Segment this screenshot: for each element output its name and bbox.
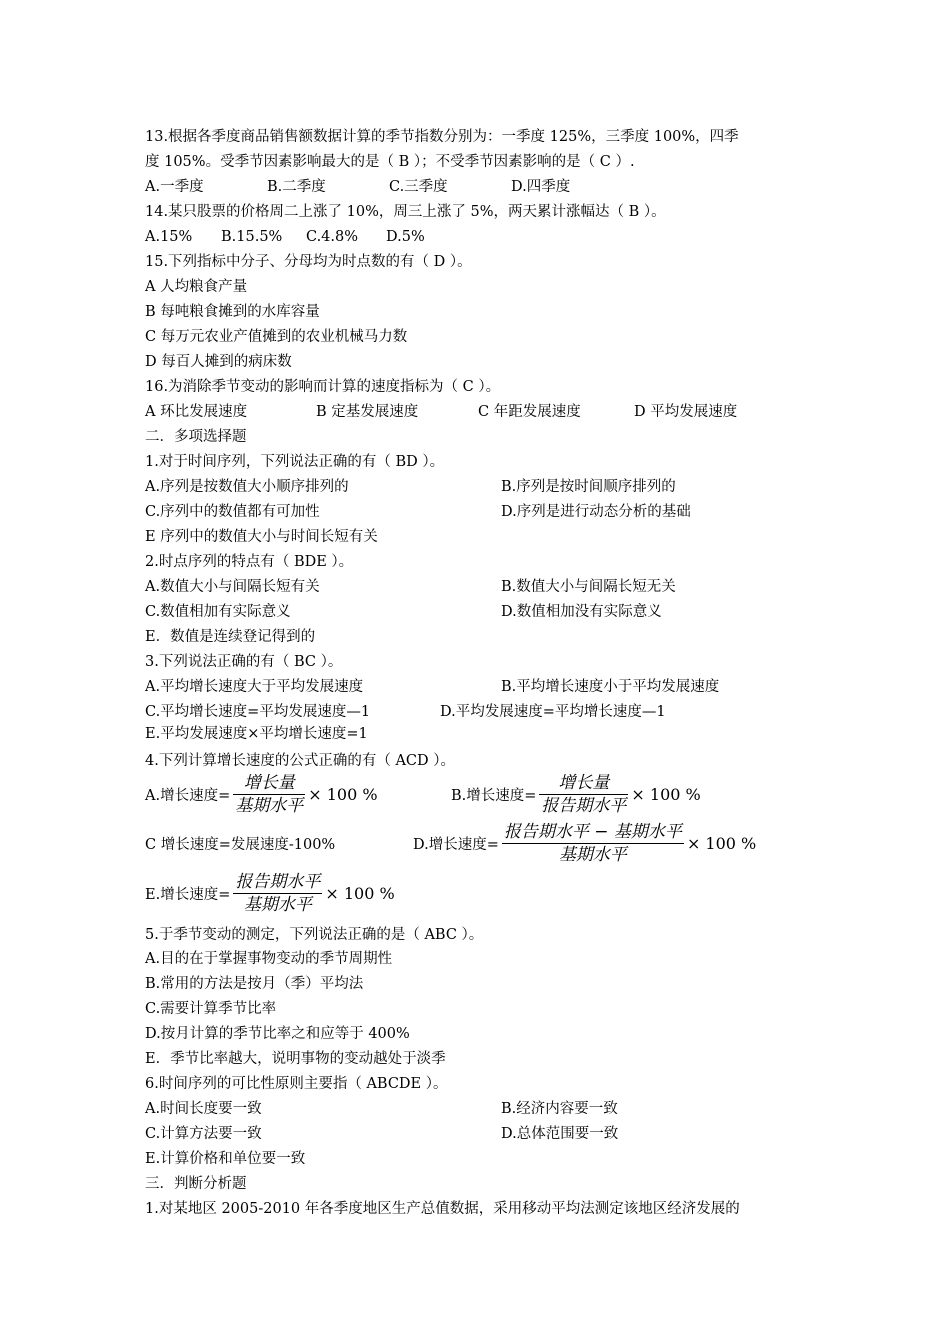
- mc3-stem: 3.下列说法正确的有（ BC ）。: [145, 654, 343, 670]
- formula-a-denominator: 基期水平: [235, 796, 304, 816]
- formula-option-b: [451, 772, 701, 817]
- mc6-option-a: A.时间长度要一致: [145, 1101, 262, 1117]
- q16-option-a: A 环比发展速度: [145, 404, 248, 420]
- formula-a-numerator: 增长量: [243, 773, 295, 793]
- formula-b-denominator: 报告期水平: [541, 796, 627, 816]
- mc6-option-d: D.总体范围要一致: [501, 1126, 619, 1142]
- formula-d-suffix: × 100 %: [686, 834, 757, 853]
- mc2-stem: 2.时点序列的特点有（ BDE ）。: [145, 554, 354, 570]
- formula-d-fraction: [502, 821, 684, 866]
- q16-option-c: C 年距发展速度: [478, 404, 581, 420]
- formula-e-numerator: 报告期水平: [235, 872, 321, 892]
- q14-option-d: D.5%: [386, 229, 425, 245]
- mc1-option-e: E 序列中的数值大小与时间长短有关: [145, 529, 378, 545]
- formula-b-suffix: × 100 %: [631, 785, 701, 804]
- formula-option-a: [145, 772, 378, 817]
- mc6-stem: 6.时间序列的可比性原则主要指（ ABCDE ）。: [145, 1076, 448, 1092]
- q13-option-b: B.二季度: [267, 179, 326, 195]
- mc2-option-e: E．数值是连续登记得到的: [145, 629, 316, 645]
- formula-b-fraction: [539, 772, 628, 817]
- formula-e-suffix: × 100 %: [325, 884, 395, 903]
- mc5-stem: 5.于季节变动的测定，下列说法正确的是（ ABC ）。: [145, 927, 484, 943]
- q14-option-a: A.15%: [145, 229, 193, 245]
- mc4-stem: 4.下列计算增长速度的公式正确的有（ ACD ）。: [145, 753, 455, 769]
- formula-a-suffix: × 100 %: [308, 785, 378, 804]
- formula-d-denominator: 基期水平: [558, 845, 627, 865]
- q16-option-b: B 定基发展速度: [316, 404, 419, 420]
- q15-option-d: D 每百人摊到的病床数: [145, 354, 292, 370]
- mc5-option-e: E．季节比率越大，说明事物的变动越处于淡季: [145, 1051, 446, 1067]
- formula-e-fraction: [233, 871, 322, 916]
- q15-option-a: A 人均粮食产量: [145, 279, 248, 295]
- mc1-option-b: B.序列是按时间顺序排列的: [501, 479, 676, 495]
- mc3-option-b: B.平均增长速度小于平均发展速度: [501, 679, 720, 695]
- formula-d-prefix: D.增长速度=: [413, 837, 499, 853]
- q14-option-c: C.4.8%: [306, 229, 359, 245]
- formula-b-numerator: 增长量: [558, 773, 610, 793]
- formula-option-d: [413, 821, 756, 866]
- q14-option-b: B.15.5%: [221, 229, 283, 245]
- mc1-stem: 1.对于时间序列，下列说法正确的有（ BD ）。: [145, 454, 445, 470]
- q15-stem: 15.下列指标中分子、分母均为时点数的有（ D ）。: [145, 254, 472, 270]
- formula-a-prefix: A.增长速度=: [145, 788, 231, 804]
- mc2-option-a: A.数值大小与间隔长短有关: [145, 579, 320, 595]
- formula-option-e: [145, 871, 395, 916]
- formula-e-denominator: 基期水平: [243, 895, 312, 915]
- mc5-option-b: B.常用的方法是按月（季）平均法: [145, 976, 364, 992]
- mc6-option-b: B.经济内容要一致: [501, 1101, 618, 1117]
- mc6-option-c: C.计算方法要一致: [145, 1126, 262, 1142]
- mc5-option-d: D.按月计算的季节比率之和应等于 400%: [145, 1026, 410, 1042]
- mc5-option-a: A.目的在于掌握事物变动的季节周期性: [145, 951, 393, 967]
- section-heading-multiple-choice: 二．多项选择题: [145, 429, 247, 445]
- q13-stem-cont: 度 105%。受季节因素影响最大的是（ B ）；不受季节因素影响的是（ C ）.: [145, 154, 635, 170]
- mc3-option-a: A.平均增长速度大于平均发展速度: [145, 679, 364, 695]
- mc3-option-e: E.平均发展速度×平均增长速度=1: [145, 726, 368, 742]
- q16-option-d: D 平均发展速度: [634, 404, 738, 420]
- mc3-option-d: D.平均发展速度=平均增长速度—1: [440, 704, 666, 720]
- mc1-option-a: A.序列是按数值大小顺序排列的: [145, 479, 349, 495]
- formula-d-numerator: 报告期水平 − 基期水平: [503, 822, 682, 842]
- mc1-option-d: D.序列是进行动态分析的基础: [501, 504, 691, 520]
- mc2-option-d: D.数值相加没有实际意义: [501, 604, 662, 620]
- q13-stem: 13.根据各季度商品销售额数据计算的季节指数分别为：一季度 125%，三季度 100%，四季: [145, 129, 739, 145]
- mc2-option-b: B.数值大小与间隔长短无关: [501, 579, 676, 595]
- mc3-option-c: C.平均增长速度=平均发展速度—1: [145, 704, 371, 720]
- q14-stem: 14.某只股票的价格周二上涨了 10%，周三上涨了 5%，两天累计涨幅达（ B ）。: [145, 204, 666, 220]
- section-heading-judgement: 三．判断分析题: [145, 1176, 247, 1192]
- q16-stem: 16.为消除季节变动的影响而计算的速度指标为（ C ）。: [145, 379, 501, 395]
- formula-a-fraction: [233, 772, 305, 817]
- formula-e-prefix: E.增长速度=: [145, 887, 231, 903]
- formula-option-c: C 增长速度=发展速度-100%: [145, 837, 336, 853]
- q13-option-c: C.三季度: [389, 179, 448, 195]
- q13-option-a: A.一季度: [145, 179, 204, 195]
- q15-option-c: C 每万元农业产值摊到的农业机械马力数: [145, 329, 408, 345]
- judge1-stem: 1.对某地区 2005-2010 年各季度地区生产总值数据，采用移动平均法测定该地区经济发展的: [145, 1201, 740, 1217]
- q15-option-b: B 每吨粮食摊到的水库容量: [145, 304, 320, 320]
- formula-b-prefix: B.增长速度=: [451, 788, 537, 804]
- q13-option-d: D.四季度: [511, 179, 571, 195]
- mc2-option-c: C.数值相加有实际意义: [145, 604, 291, 620]
- mc6-option-e: E.计算价格和单位要一致: [145, 1151, 306, 1167]
- mc5-option-c: C.需要计算季节比率: [145, 1001, 277, 1017]
- mc1-option-c: C.序列中的数值都有可加性: [145, 504, 320, 520]
